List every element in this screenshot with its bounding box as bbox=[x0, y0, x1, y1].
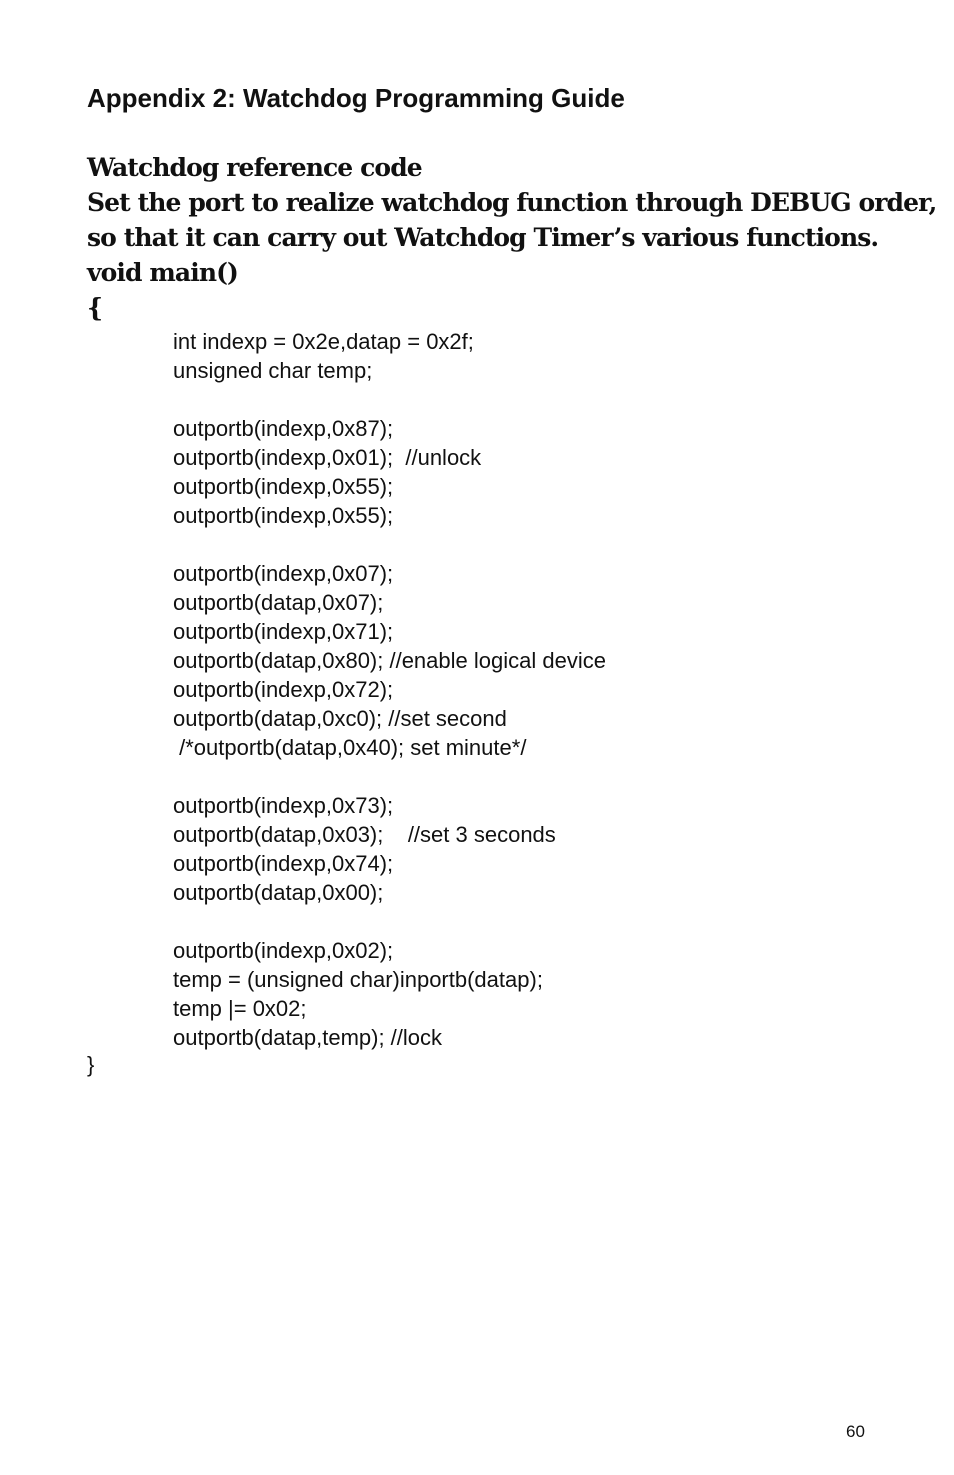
description-line: Set the port to realize watchdog function through DEBUG order, bbox=[87, 188, 937, 217]
code-line: outportb(datap,0x00); bbox=[173, 880, 384, 905]
code-listing bbox=[173, 327, 606, 1052]
page-number: 60 bbox=[846, 1422, 865, 1441]
code-line: outportb(indexp,0x73); bbox=[173, 793, 394, 818]
function-signature: void main() bbox=[87, 258, 238, 287]
code-line-blank bbox=[173, 907, 606, 936]
code-line: outportb(indexp,0x71); bbox=[173, 619, 394, 644]
code-line: int indexp = 0x2e,datap = 0x2f; bbox=[173, 329, 474, 354]
code-line: outportb(datap,0x07); bbox=[173, 590, 384, 615]
code-line: temp |= 0x02; bbox=[173, 996, 307, 1021]
code-line: outportb(indexp,0x07); bbox=[173, 561, 394, 586]
code-line: outportb(indexp,0x55); bbox=[173, 474, 394, 499]
code-line: outportb(indexp,0x02); bbox=[173, 938, 394, 963]
code-line: outportb(indexp,0x01); //unlock bbox=[173, 445, 482, 470]
code-line: outportb(datap,0xc0); //set second bbox=[173, 706, 507, 731]
code-line: temp = (unsigned char)inportb(datap); bbox=[173, 967, 543, 992]
code-line: outportb(datap,0x03); //set 3 seconds bbox=[173, 822, 556, 847]
code-line: outportb(datap,0x80); //enable logical device bbox=[173, 648, 606, 673]
code-line: outportb(indexp,0x74); bbox=[173, 851, 394, 876]
code-line: outportb(indexp,0x55); bbox=[173, 503, 394, 528]
close-brace: } bbox=[87, 1052, 95, 1077]
code-line-blank bbox=[173, 385, 606, 414]
code-line: outportb(datap,temp); //lock bbox=[173, 1025, 443, 1050]
code-line: /*outportb(datap,0x40); set minute*/ bbox=[173, 735, 527, 760]
open-brace: { bbox=[87, 293, 103, 322]
code-line-blank bbox=[173, 530, 606, 559]
code-line: outportb(indexp,0x87); bbox=[173, 416, 394, 441]
code-line-blank bbox=[173, 762, 606, 791]
reference-code-intro bbox=[87, 150, 937, 325]
section-heading: Watchdog reference code bbox=[87, 153, 422, 182]
code-line: unsigned char temp; bbox=[173, 358, 373, 383]
description-line: so that it can carry out Watchdog Timer’s various functions. bbox=[87, 223, 879, 252]
page-title: Appendix 2: Watchdog Programming Guide bbox=[87, 83, 625, 113]
code-line: outportb(indexp,0x72); bbox=[173, 677, 394, 702]
